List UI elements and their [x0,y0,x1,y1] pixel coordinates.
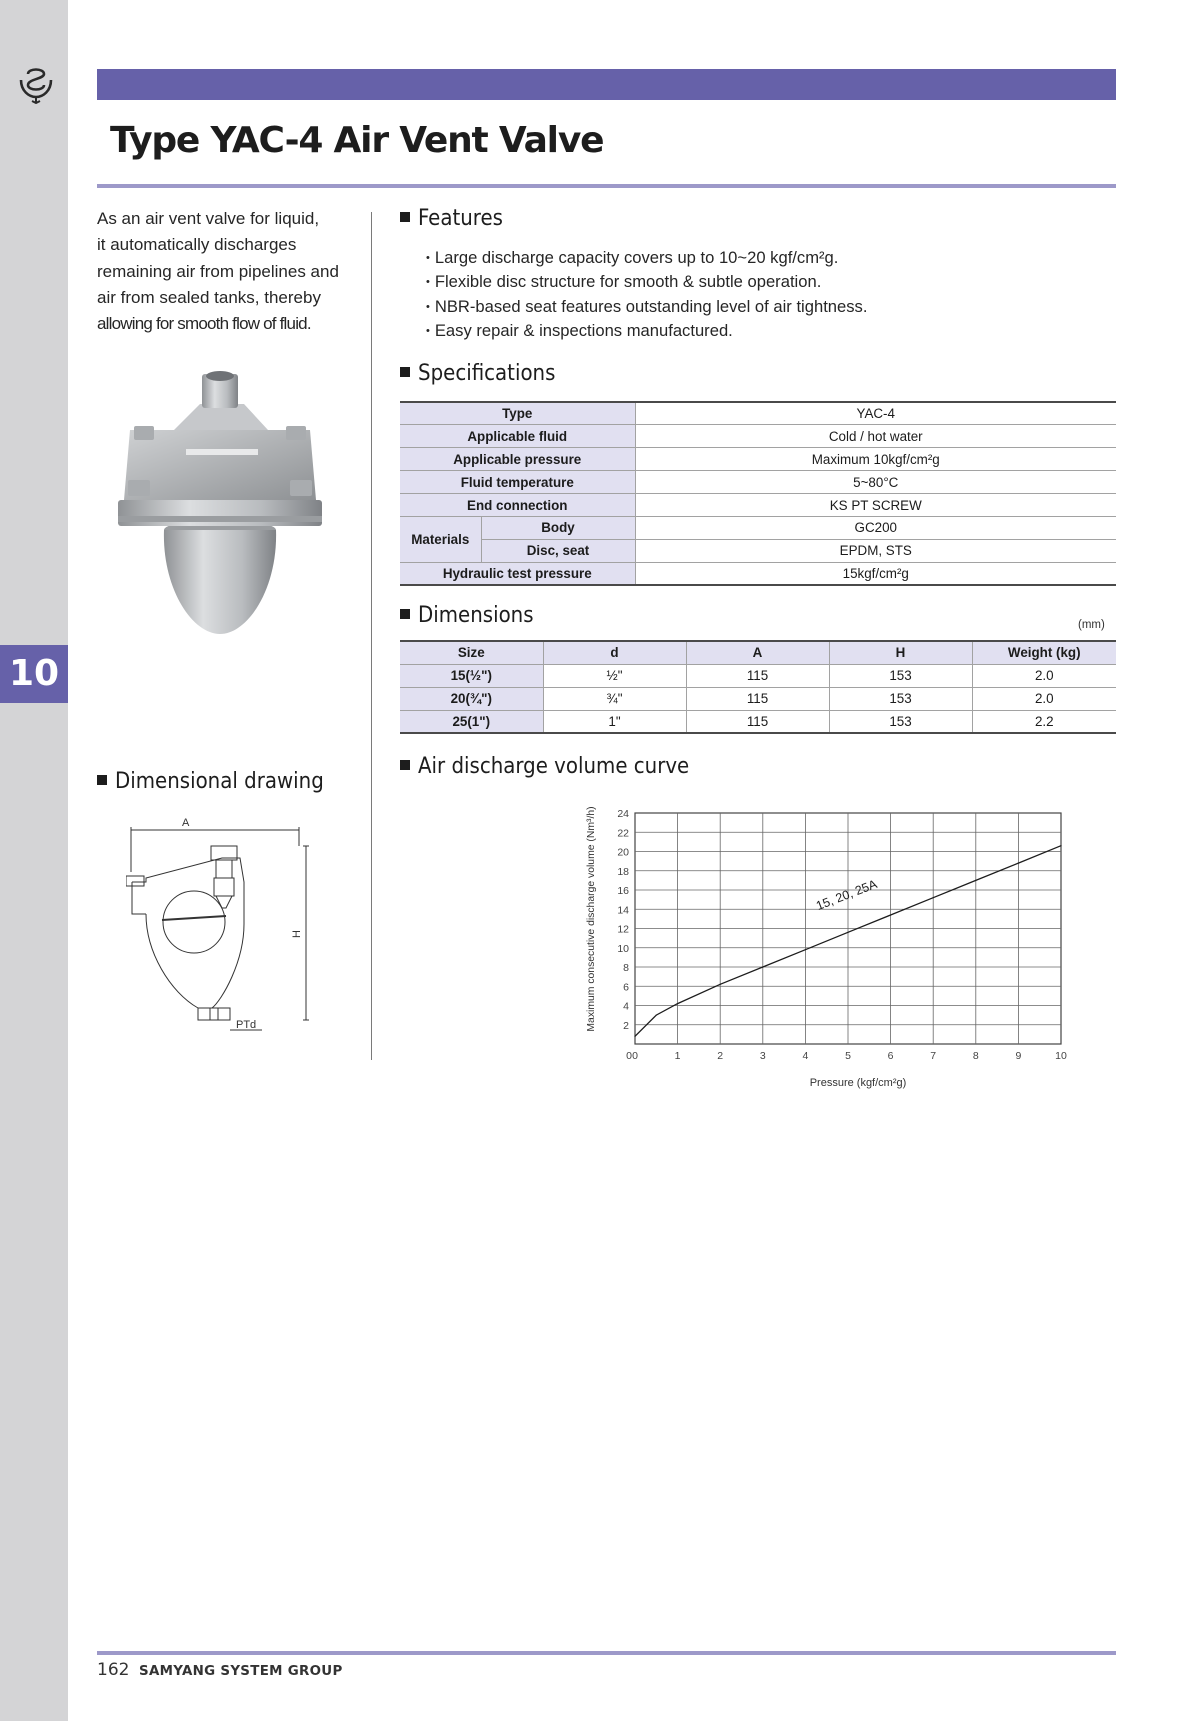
page-number: 162 [97,1660,130,1680]
spec-value: Maximum 10kgf/cm²g [635,448,1116,471]
y-tick-label: 18 [617,865,629,878]
features-heading-text: Features [418,206,503,231]
dimensions-table [400,640,1116,734]
table-row [400,710,1116,733]
x-tick-label: 2 [717,1050,724,1062]
y-tick-label: 6 [623,981,629,994]
x-tick-label: 6 [887,1050,894,1062]
series-point [656,1015,657,1016]
specifications-table [400,401,1116,586]
curve-heading [400,754,689,779]
table-cell: ¾" [543,687,686,710]
dimensions-heading-text: Dimensions [418,603,534,628]
series-label: 15, 20, 25A [814,877,879,914]
dimensional-drawing-heading-text: Dimensional drawing [115,769,324,794]
table-cell: 115 [686,687,829,710]
spec-row [400,516,1116,539]
series-point [1060,845,1061,846]
column-header: d [543,641,686,664]
curve-heading-text: Air discharge volume curve [418,754,690,779]
feature-item-text: Flexible disc structure for smooth & subtle operation. [434,272,822,292]
specifications-heading-text: Specifications [418,361,556,386]
table-cell: 2.2 [972,710,1116,733]
spec-label: End connection [400,494,635,517]
dimensions-header-row [400,641,1116,664]
spec-value: GC200 [635,516,1116,539]
column-header: A [686,641,829,664]
chart-grid [635,813,1061,1044]
series-point [890,914,891,915]
y-tick-label: 24 [617,808,629,820]
table-row [400,664,1116,687]
series-point [975,880,976,881]
bullet-dot-icon: • [426,276,430,289]
x-tick-label: 5 [845,1050,851,1062]
feature-item [426,296,867,320]
spec-label: Fluid temperature [400,471,635,494]
features-list [426,247,867,344]
series-point [805,949,806,950]
table-cell: 2.0 [972,664,1116,687]
feature-item-text: Large discharge capacity covers up to 10~20 kgf/cm²g. [434,248,839,267]
specifications-heading [400,361,555,386]
spec-label: Applicable pressure [400,448,635,471]
table-cell: 15(½") [400,664,543,687]
y-tick-label: 12 [617,923,629,936]
intro-text [97,206,343,337]
dimensions-heading [400,603,534,628]
table-cell: 115 [686,664,829,687]
dimension-label-a: A [182,817,190,829]
title-rule [97,184,1116,188]
page-title: Type YAC-4 Air Vent Valve [110,120,604,161]
table-cell: 153 [829,664,972,687]
bullet-dot-icon: • [426,324,430,337]
column-header: Weight (kg) [972,641,1116,664]
spec-value: KS PT SCREW [635,494,1116,517]
feature-item-text: Easy repair & inspections manufactured. [434,320,733,340]
intro-line: remaining air from pipelines and [97,261,339,281]
spec-value: 5~80°C [635,471,1116,494]
spec-row [400,562,1116,585]
intro-line: it automatically discharges [97,235,297,255]
feature-item [426,320,867,344]
table-cell: 2.0 [972,687,1116,710]
table-cell: ½" [543,664,686,687]
column-header: H [829,641,972,664]
y-tick-label: 20 [617,846,629,859]
intro-line: As an air vent valve for liquid, [97,209,320,228]
series-point [1018,862,1019,863]
company-logo-icon [18,64,54,104]
column-divider [371,212,372,1060]
table-cell: 1" [543,710,686,733]
section-bullet-icon [97,775,107,785]
y-tick-label: 8 [623,962,629,974]
series-point [634,1036,635,1037]
spec-label: Type [400,402,635,425]
x-tick-label: 0 [632,1050,638,1062]
spec-row [400,471,1116,494]
section-bullet-icon [400,609,410,619]
origin-tick-label: 0 [626,1050,632,1062]
bullet-dot-icon: • [426,300,430,313]
section-bullet-icon [400,212,410,222]
intro-line: allowing for smooth flow of fluid. [97,314,311,334]
footer-company: SAMYANG SYSTEM GROUP [139,1664,343,1679]
x-tick-label: 10 [1055,1050,1067,1062]
x-tick-label: 3 [759,1050,766,1062]
air-discharge-chart [578,805,1078,1095]
footer-rule [97,1651,1116,1655]
spec-value: Cold / hot water [635,425,1116,448]
feature-item [426,271,867,295]
chart-x-axis-label: Pressure (kgf/cm²g) [809,1077,907,1089]
table-cell: 20(¾") [400,687,543,710]
x-tick-label: 9 [1015,1050,1022,1062]
spec-value: 15kgf/cm²g [635,562,1116,585]
y-tick-label: 14 [617,904,629,917]
y-tick-label: 2 [623,1019,629,1032]
bullet-dot-icon: • [426,252,430,264]
feature-item-text: NBR-based seat features outstanding level of air tightness. [434,296,868,316]
materials-group-label: Materials [400,516,481,562]
spec-label: Applicable fluid [400,425,635,448]
table-cell: 25(1") [400,710,543,733]
feature-item [426,247,867,271]
y-tick-label: 10 [617,942,629,955]
dimensions-unit: (mm) [1078,619,1105,631]
x-tick-label: 7 [930,1050,937,1062]
series-point [677,1003,678,1004]
series-point [933,897,934,898]
table-cell: 115 [686,710,829,733]
spec-row [400,448,1116,471]
series-point [762,966,763,967]
spec-row [400,425,1116,448]
side-strip [0,0,68,1721]
valve-product-photo [112,368,334,640]
table-cell: 153 [829,710,972,733]
y-tick-label: 22 [617,827,629,840]
spec-value: EPDM, STS [635,539,1116,562]
spec-label: Body [481,516,635,539]
intro-line: air from sealed tanks, thereby [97,287,321,307]
chapter-tab: 10 [0,645,68,703]
dimensional-drawing-heading [97,769,324,794]
y-tick-label: 4 [623,1000,629,1013]
spec-row [400,494,1116,517]
x-tick-label: 8 [972,1050,979,1062]
section-bullet-icon [400,760,410,770]
table-row [400,687,1116,710]
column-header: Size [400,641,543,664]
y-tick-label: 16 [617,885,629,897]
x-tick-label: 1 [674,1050,681,1062]
series-point [720,984,721,985]
dimension-label-ptd: PTd [236,1019,257,1031]
features-heading [400,206,503,231]
table-cell: 153 [829,687,972,710]
dimension-label-h: H [291,930,303,938]
x-tick-label: 4 [802,1050,809,1062]
spec-row [400,402,1116,425]
chart-y-axis-label: Maximum consecutive discharge volume (Nm³/h) [586,806,597,1032]
spec-row [400,539,1116,562]
header-band [97,69,1116,100]
section-bullet-icon [400,367,410,377]
dimensional-drawing [126,812,316,1040]
spec-label: Hydraulic test pressure [400,562,635,585]
spec-value: YAC-4 [635,402,1116,425]
series-point [847,932,848,933]
spec-label: Disc, seat [481,539,635,562]
